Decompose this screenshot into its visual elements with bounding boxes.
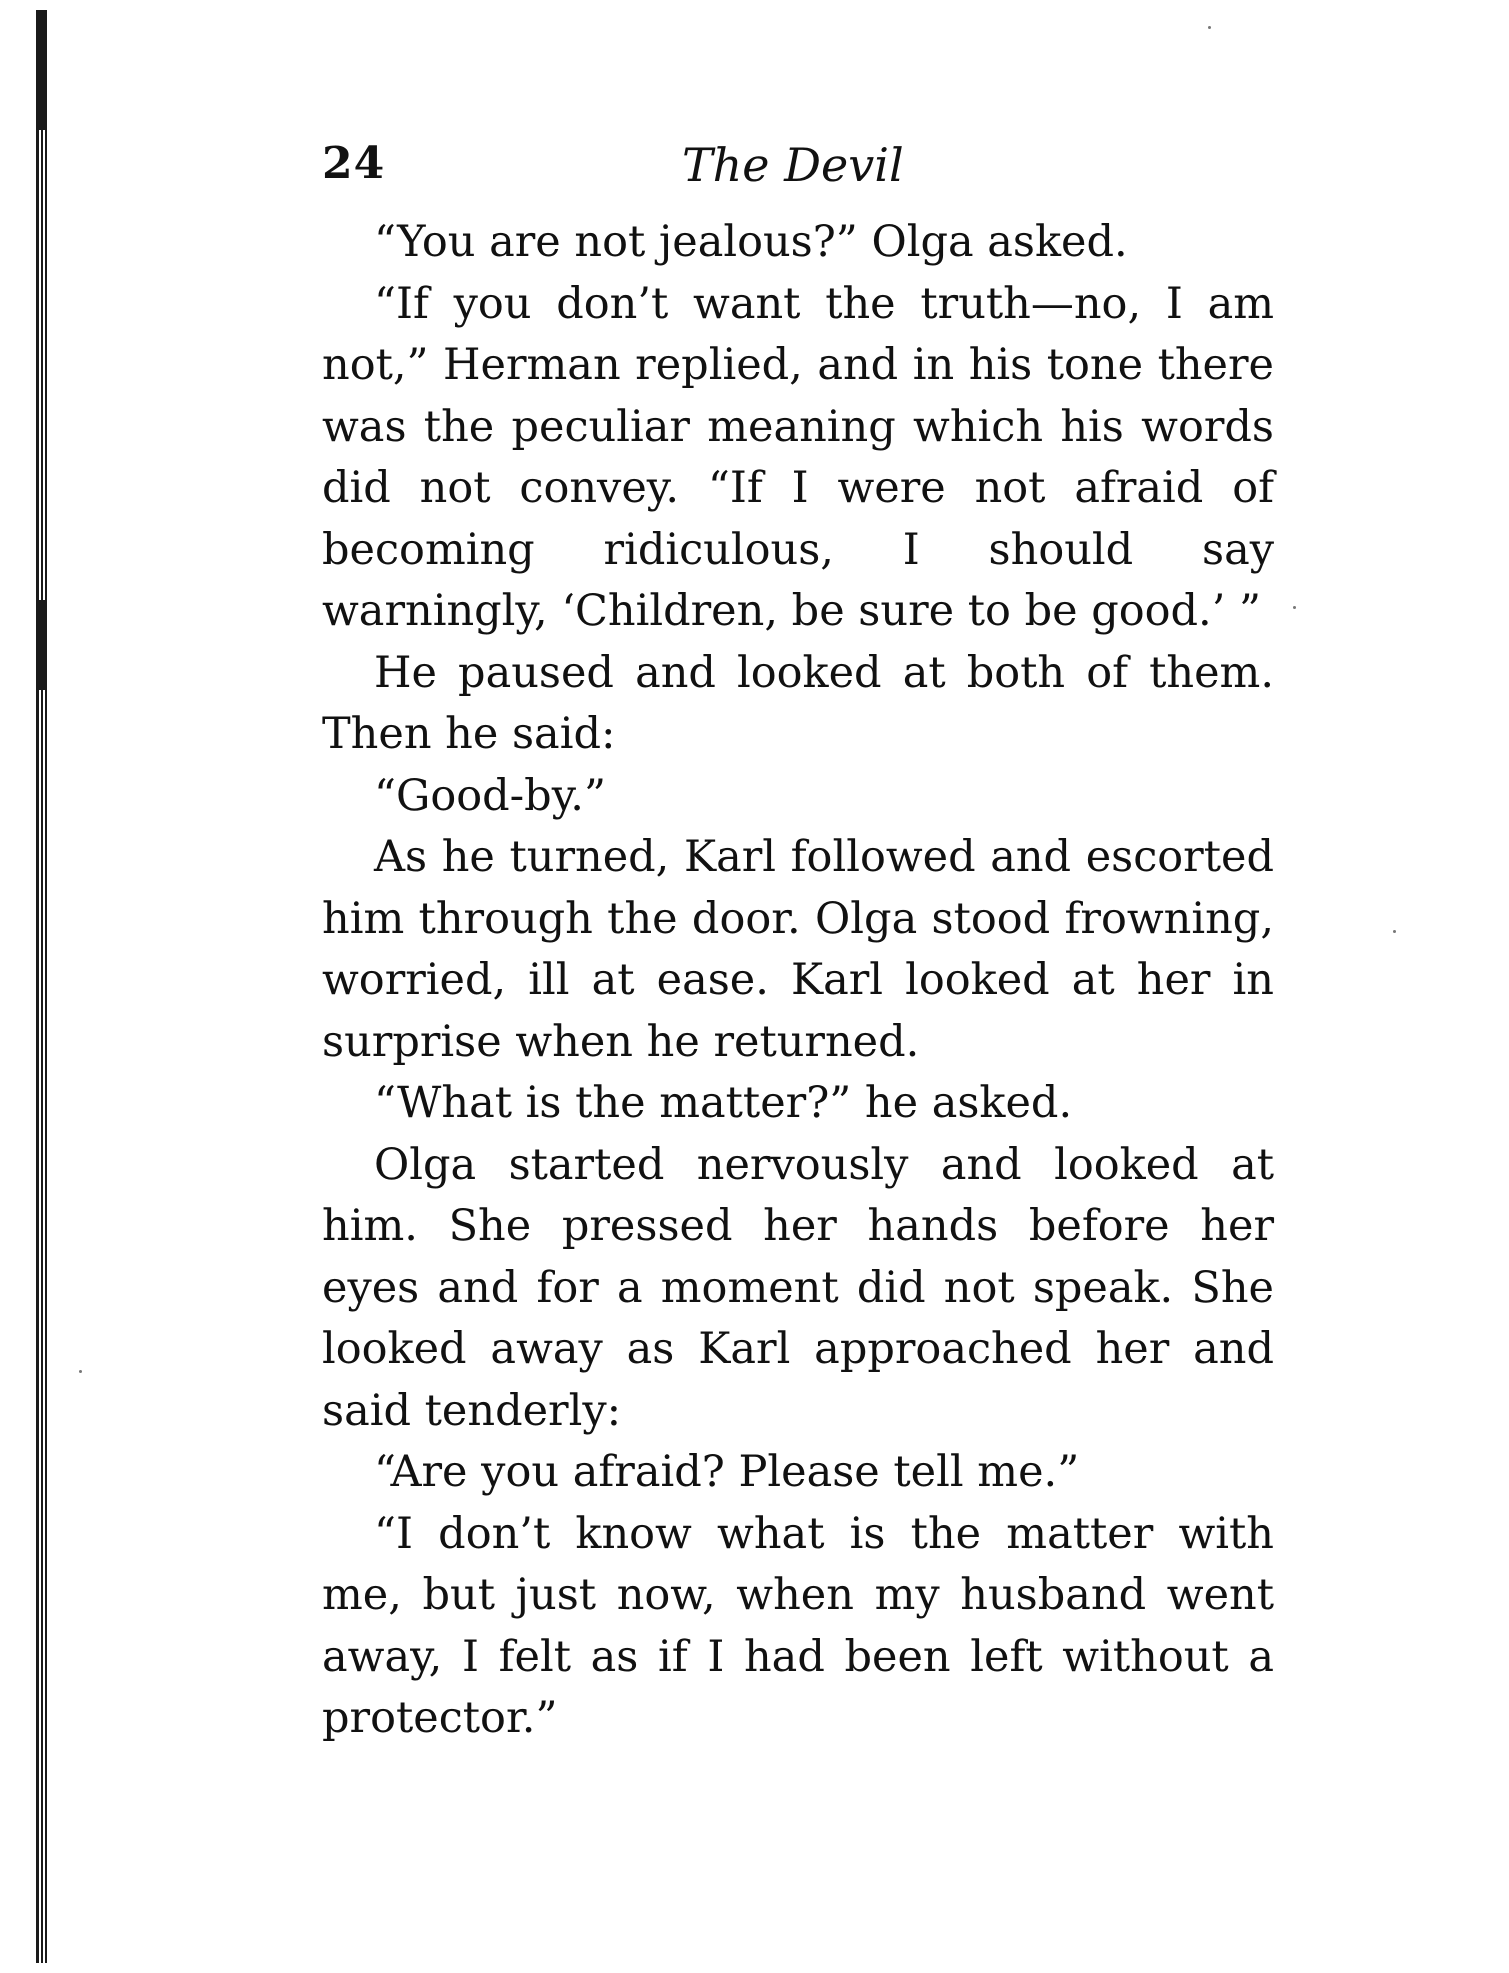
paragraph: “Are you afraid? Please tell me.” — [374, 1447, 1080, 1497]
paragraph: “I don’t know what is the matter with me, but just now, when my husband went away, I felt as if I had been left without a protector.” — [322, 1508, 1274, 1743]
paragraph: “You are not jealous?” Olga asked. — [374, 217, 1128, 267]
scan-speck — [79, 1370, 82, 1373]
paragraph: “Good-by.” — [374, 770, 606, 821]
running-head — [322, 138, 1274, 204]
body-text — [322, 212, 1274, 1750]
paragraph: “What is the matter?” he asked. — [374, 1078, 1073, 1128]
page-number: 24 — [322, 138, 386, 189]
scan-speck — [1293, 606, 1296, 609]
running-title: The Devil — [682, 138, 904, 192]
scan-speck — [1208, 26, 1211, 29]
scan-speck — [1393, 930, 1396, 933]
paragraph: “If you don’t want the truth—no, I am not,” Herman replied, and in his tone there was the peculiar meaning which his words did not convey. “If I were not afraid of becoming ridiculous, I should say warningly, ‘Children, be sure to be good.’ ” — [322, 278, 1274, 636]
paragraph: As he turned, Karl followed and escorted him through the door. Olga stood frowning, worried, ill at ease. Karl looked at her in surprise when he returned. — [322, 832, 1274, 1067]
paragraph: Olga started nervously and looked at him. She pressed her hands before her eyes and for a moment did not speak. She looked away as Karl approached her and said tenderly: — [322, 1139, 1274, 1436]
book-binding-edge — [36, 10, 50, 1963]
paragraph: He paused and looked at both of them. Then he said: — [322, 647, 1274, 759]
book-page — [322, 138, 1274, 1750]
